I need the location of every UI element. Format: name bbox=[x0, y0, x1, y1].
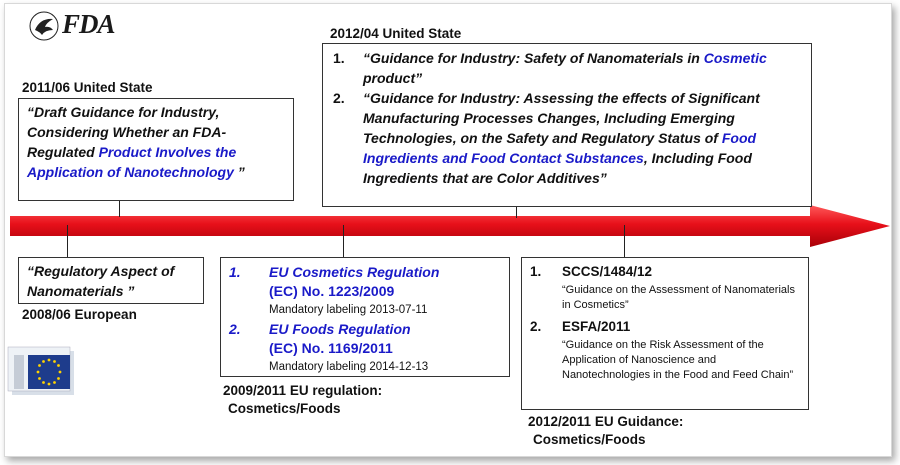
guidance-2011-highlight: Product Involves the Application of Nanotechnology bbox=[27, 144, 237, 180]
guidance-box-2012 bbox=[322, 43, 812, 207]
caption-2009-2011-line2: Cosmetics/Foods bbox=[228, 401, 341, 416]
list-item: 1. “Guidance for Industry: Safety of Nanomaterials in Cosmetic product” bbox=[333, 50, 767, 86]
caption-2009-2011-line1: 2009/2011 EU regulation: bbox=[223, 383, 383, 398]
date-2008-06: 2008/06 European bbox=[22, 307, 137, 322]
caption-2012-2011-line1: 2012/2011 EU Guidance: bbox=[528, 414, 684, 429]
connector-2012 bbox=[516, 207, 517, 218]
fda-logo-text: FDA bbox=[62, 9, 115, 39]
list-item: 2. “Guidance for Industry: Assessing the effects of Significant Manufacturing Processes Changes, Including Emerging Technologies, on the Safety and Regulatory Status of Food Ingredients and Food Contact Substances, Including Food Ingredients that are Color Additives” bbox=[333, 90, 760, 186]
eu-guidance-box bbox=[521, 257, 809, 410]
caption-2012-2011-line2: Cosmetics/Foods bbox=[533, 432, 646, 447]
regulatory-aspect-text: “Regulatory Aspect of Nanomaterials ” bbox=[27, 263, 175, 299]
guidance-box-2008 bbox=[18, 257, 204, 304]
connector-2011 bbox=[119, 199, 120, 217]
connector-2009 bbox=[343, 225, 344, 257]
list-item: 1. SCCS/1484/12 “Guidance on the Assessment of Nanomaterials in Cosmetics” bbox=[530, 264, 795, 311]
connector-2012-eu bbox=[624, 225, 625, 257]
eu-flag-icon bbox=[6, 345, 92, 401]
date-2012-04: 2012/04 United State bbox=[330, 26, 462, 41]
hhs-eagle-seal-icon bbox=[28, 10, 60, 42]
guidance-box-2011 bbox=[18, 98, 294, 201]
list-item: 1. EU Cosmetics Regulation (EC) No. 1223/2009 Mandatory labeling 2013-07-11 bbox=[229, 264, 440, 316]
date-2011-06: 2011/06 United State bbox=[22, 80, 153, 95]
list-item: 2. EU Foods Regulation (EC) No. 1169/2011 Mandatory labeling 2014-12-13 bbox=[229, 321, 429, 373]
connector-2008 bbox=[67, 225, 68, 258]
guidance-2011-close: ” bbox=[233, 164, 245, 180]
eu-regulation-box bbox=[220, 257, 510, 377]
guidance-2011-text: “Draft Guidance for Industry, Considering Whether an FDA-Regulated bbox=[27, 104, 227, 160]
timeline-arrow bbox=[10, 205, 890, 249]
list-item: 2. ESFA/2011 “Guidance on the Risk Assessment of the Application of Nanoscience and Nanotechnologies in the Food and Feed Chain” bbox=[530, 319, 794, 381]
